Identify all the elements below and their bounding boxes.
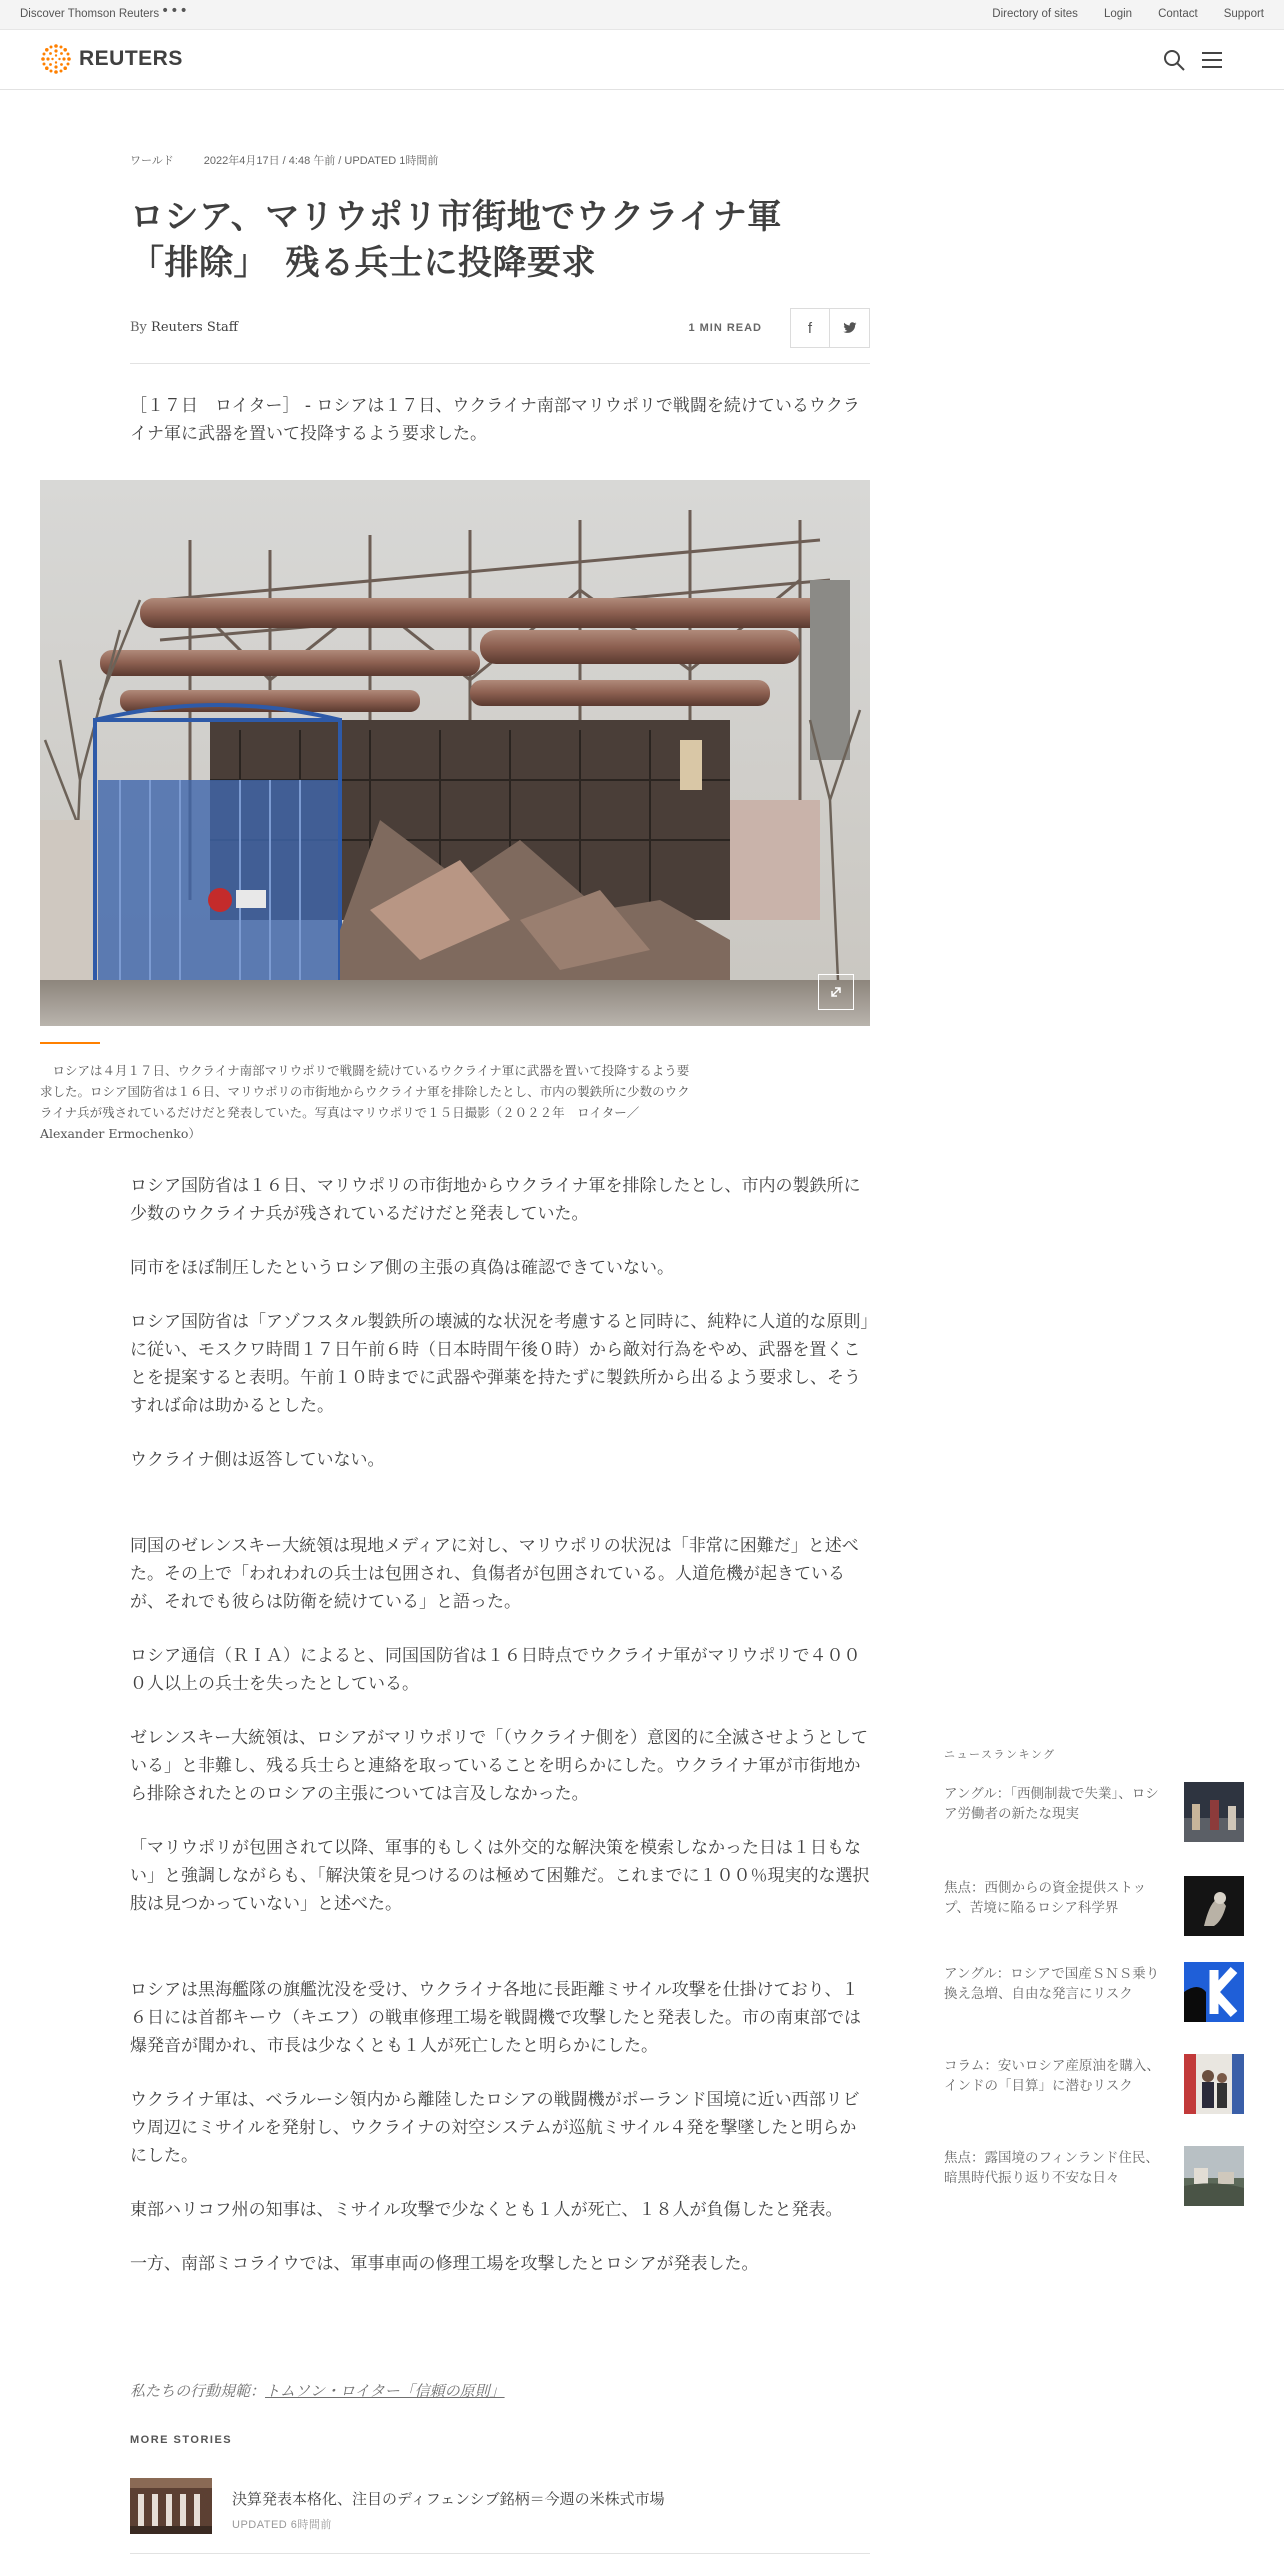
site-header: [0, 30, 1284, 90]
ranking-item[interactable]: [944, 2146, 1244, 2212]
expand-icon: [828, 984, 844, 1000]
ranking-item[interactable]: [944, 1782, 1244, 1848]
support-link[interactable]: Support: [1223, 8, 1264, 20]
ranking-title: コラム：安いロシア産原油を購入、インドの「目算」に潜むリスク: [944, 2058, 1160, 2094]
author-link[interactable]: Reuters Staff: [151, 320, 238, 335]
more-story-title: 決算発表本格化、注目のディフェンシブ銘柄＝今週の米株式市場: [232, 2490, 665, 2508]
paragraph: ロシア国防省は１６日、マリウポリの市街地からウクライナ軍を排除したとし、市内の製鉄所に少数のウクライナ兵が残されているだけだと発表していた。: [130, 1176, 861, 1224]
ranking-title: 焦点：西側からの資金提供ストップ、苦境に陥るロシア科学界: [944, 1880, 1147, 1916]
contact-link[interactable]: Contact: [1158, 8, 1198, 20]
paragraph: 一方、南部ミコライウでは、軍事車両の修理工場を攻撃したとロシアが発表した。: [130, 2254, 759, 2274]
paragraph: 「マリウポリが包囲されて以降、軍事的もしくは外交的な解決策を模索しなかった日は１日もない」と強調しながらも、「解決策を見つけるのは極めて困難だ。これまでに１００％現実的な選択肢は見つかっていない」と述べた。: [130, 1838, 870, 1914]
directory-of-sites-link[interactable]: Directory of sites: [992, 8, 1078, 20]
caption-accent-rule: [40, 1042, 100, 1044]
utility-links: [992, 8, 1264, 20]
paragraph: 東部ハリコフ州の知事は、ミサイル攻撃で少なくとも１人が死亡、１８人が負傷したと発表。: [130, 2200, 843, 2220]
article-body: [130, 1172, 870, 2278]
paragraph: ロシアは黒海艦隊の旗艦沈没を受け、ウクライナ各地に長距離ミサイル攻撃を仕掛けており、１６日には首都キーウ（キエフ）の戦車修理工場を戦闘機で攻撃したと発表した。市の南東部では爆発音が聞かれ、市長は少なくとも１人が死亡したと明らかにした。: [130, 1980, 861, 2056]
expand-image-button[interactable]: [818, 974, 854, 1010]
more-stories-heading: MORE STORIES: [130, 2434, 233, 2446]
facebook-share-button[interactable]: [790, 308, 830, 348]
article-lede: ［１７日 ロイター］ - ロシアは１７日、ウクライナ南部マリウポリで戦闘を続けているウクライナ軍に武器を置いて投降するよう要求した。: [130, 396, 860, 444]
reuters-logo-icon: [40, 43, 72, 75]
facebook-icon: f: [807, 319, 813, 337]
search-icon[interactable]: [1162, 48, 1186, 72]
article-headline: [130, 194, 850, 286]
paragraph: ロシア国防省は「アゾフスタル製鉄所の壊滅的な状況を考慮すると同時に、純粋に人道的な原則」に従い、モスクワ時間１７日午前６時（日本時間午後０時）から敵対行為をやめ、武器を置くことを提案すると表明。午前１０時までに武器や弾薬を持たずに製鉄所から出るよう要求し、そうすれば命は助かるとした。: [130, 1312, 869, 1416]
article-dateline: 2022年4月17日 / 4:48 午前 / UPDATED 1時間前: [203, 155, 439, 167]
byline-row: [130, 306, 870, 364]
login-link[interactable]: Login: [1103, 8, 1133, 20]
section-link[interactable]: ワールド: [130, 155, 174, 167]
by-prefix: By: [130, 320, 147, 335]
news-ranking-heading: ニュースランキング: [944, 1749, 1056, 1761]
code-of-conduct: [130, 2380, 505, 2401]
ranking-thumbnail: [1184, 2054, 1244, 2114]
paragraph: ゼレンスキー大統領は、ロシアがマリウポリで「（ウクライナ側を）意図的に全滅させようとしている」と非難し、残る兵士らと連絡を取っていることを明らかにした。ウクライナ軍が市街地から排除されたとのロシアの主張については言及しなかった。: [130, 1728, 869, 1804]
more-dots-icon[interactable]: •••: [161, 3, 189, 19]
conduct-prefix: 私たちの行動規範：: [130, 2382, 266, 2400]
ranking-thumbnail: [1184, 2146, 1244, 2206]
paragraph: 同国のゼレンスキー大統領は現地メディアに対し、マリウポリの状況は「非常に困難だ」と述べた。その上で「われわれの兵士は包囲され、負傷者が包囲されている。人道危機が起きているが、それでも彼らは防衛を続けている」と語った。: [130, 1536, 859, 1612]
photo-caption: ロシアは４月１７日、ウクライナ南部マリウポリで戦闘を続けているウクライナ軍に武器を置いて投降するよう要求した。ロシア国防省は１６日、マリウポリの市街地からウクライナ軍を排除したとし、市内の製鉄所に少数のウクライナ兵が残されているだけだと発表していた。写真はマリウポリで１５日撮影（２０２２年 ロイター／Alexander Ermochenko）: [40, 1063, 690, 1141]
logo-wordmark: REUTERS: [79, 47, 183, 70]
ranking-thumbnail: [1184, 1876, 1244, 1936]
ranking-title: アングル：ロシアで国産ＳＮＳ乗り換え急増、自由な発言にリスク: [944, 1966, 1160, 2002]
discover-link[interactable]: Discover Thomson Reuters: [20, 8, 160, 20]
read-time: 1 MIN READ: [688, 322, 762, 334]
ranking-item[interactable]: [944, 1962, 1244, 2028]
more-story-thumbnail: [130, 2478, 212, 2534]
header-actions: [1162, 48, 1224, 72]
more-story-item[interactable]: [130, 2478, 870, 2554]
byline: [130, 320, 238, 335]
ranking-title: 焦点：露国境のフィンランド住民、暗黒時代振り返り不安な日々: [944, 2150, 1159, 2186]
article-meta: [130, 152, 438, 168]
twitter-icon: [843, 322, 857, 334]
ranking-item[interactable]: [944, 1876, 1244, 1942]
ranking-item[interactable]: [944, 2054, 1244, 2120]
headline-line-2: 「排除」 残る兵士に投降要求: [130, 243, 596, 283]
paragraph: ウクライナ側は返答していない。: [130, 1450, 385, 1470]
paragraph: ウクライナ軍は、ベラルーシ領内から離陸したロシアの戦闘機がポーランド国境に近い西部リビウ周辺にミサイルを発射し、ウクライナの対空システムが巡航ミサイル４発を撃墜したと明らかにした。: [130, 2090, 860, 2166]
more-story-updated: UPDATED 6時間前: [232, 2519, 332, 2531]
reuters-logo[interactable]: [40, 43, 183, 75]
headline-line-1: ロシア、マリウポリ市街地でウクライナ軍: [130, 197, 782, 237]
ranking-title: アングル：「西側制裁で失業」、ロシア労働者の新たな現実: [944, 1786, 1159, 1822]
lead-photo[interactable]: [40, 480, 870, 1026]
menu-icon[interactable]: [1200, 48, 1224, 72]
ranking-thumbnail: [1184, 1782, 1244, 1842]
ranking-thumbnail: [1184, 1962, 1244, 2022]
utility-bar: [0, 0, 1284, 30]
twitter-share-button[interactable]: [830, 308, 870, 348]
paragraph: 同市をほぼ制圧したというロシア側の主張の真偽は確認できていない。: [130, 1258, 674, 1278]
trust-principles-link[interactable]: トムソン・ロイター「信頼の原則」: [265, 2382, 505, 2400]
paragraph: ロシア通信（ＲＩＡ）によると、同国国防省は１６日時点でウクライナ軍がマリウポリで４０００人以上の兵士を失ったとしている。: [130, 1646, 861, 1694]
steel-plant-ruins-image: [40, 480, 870, 1026]
